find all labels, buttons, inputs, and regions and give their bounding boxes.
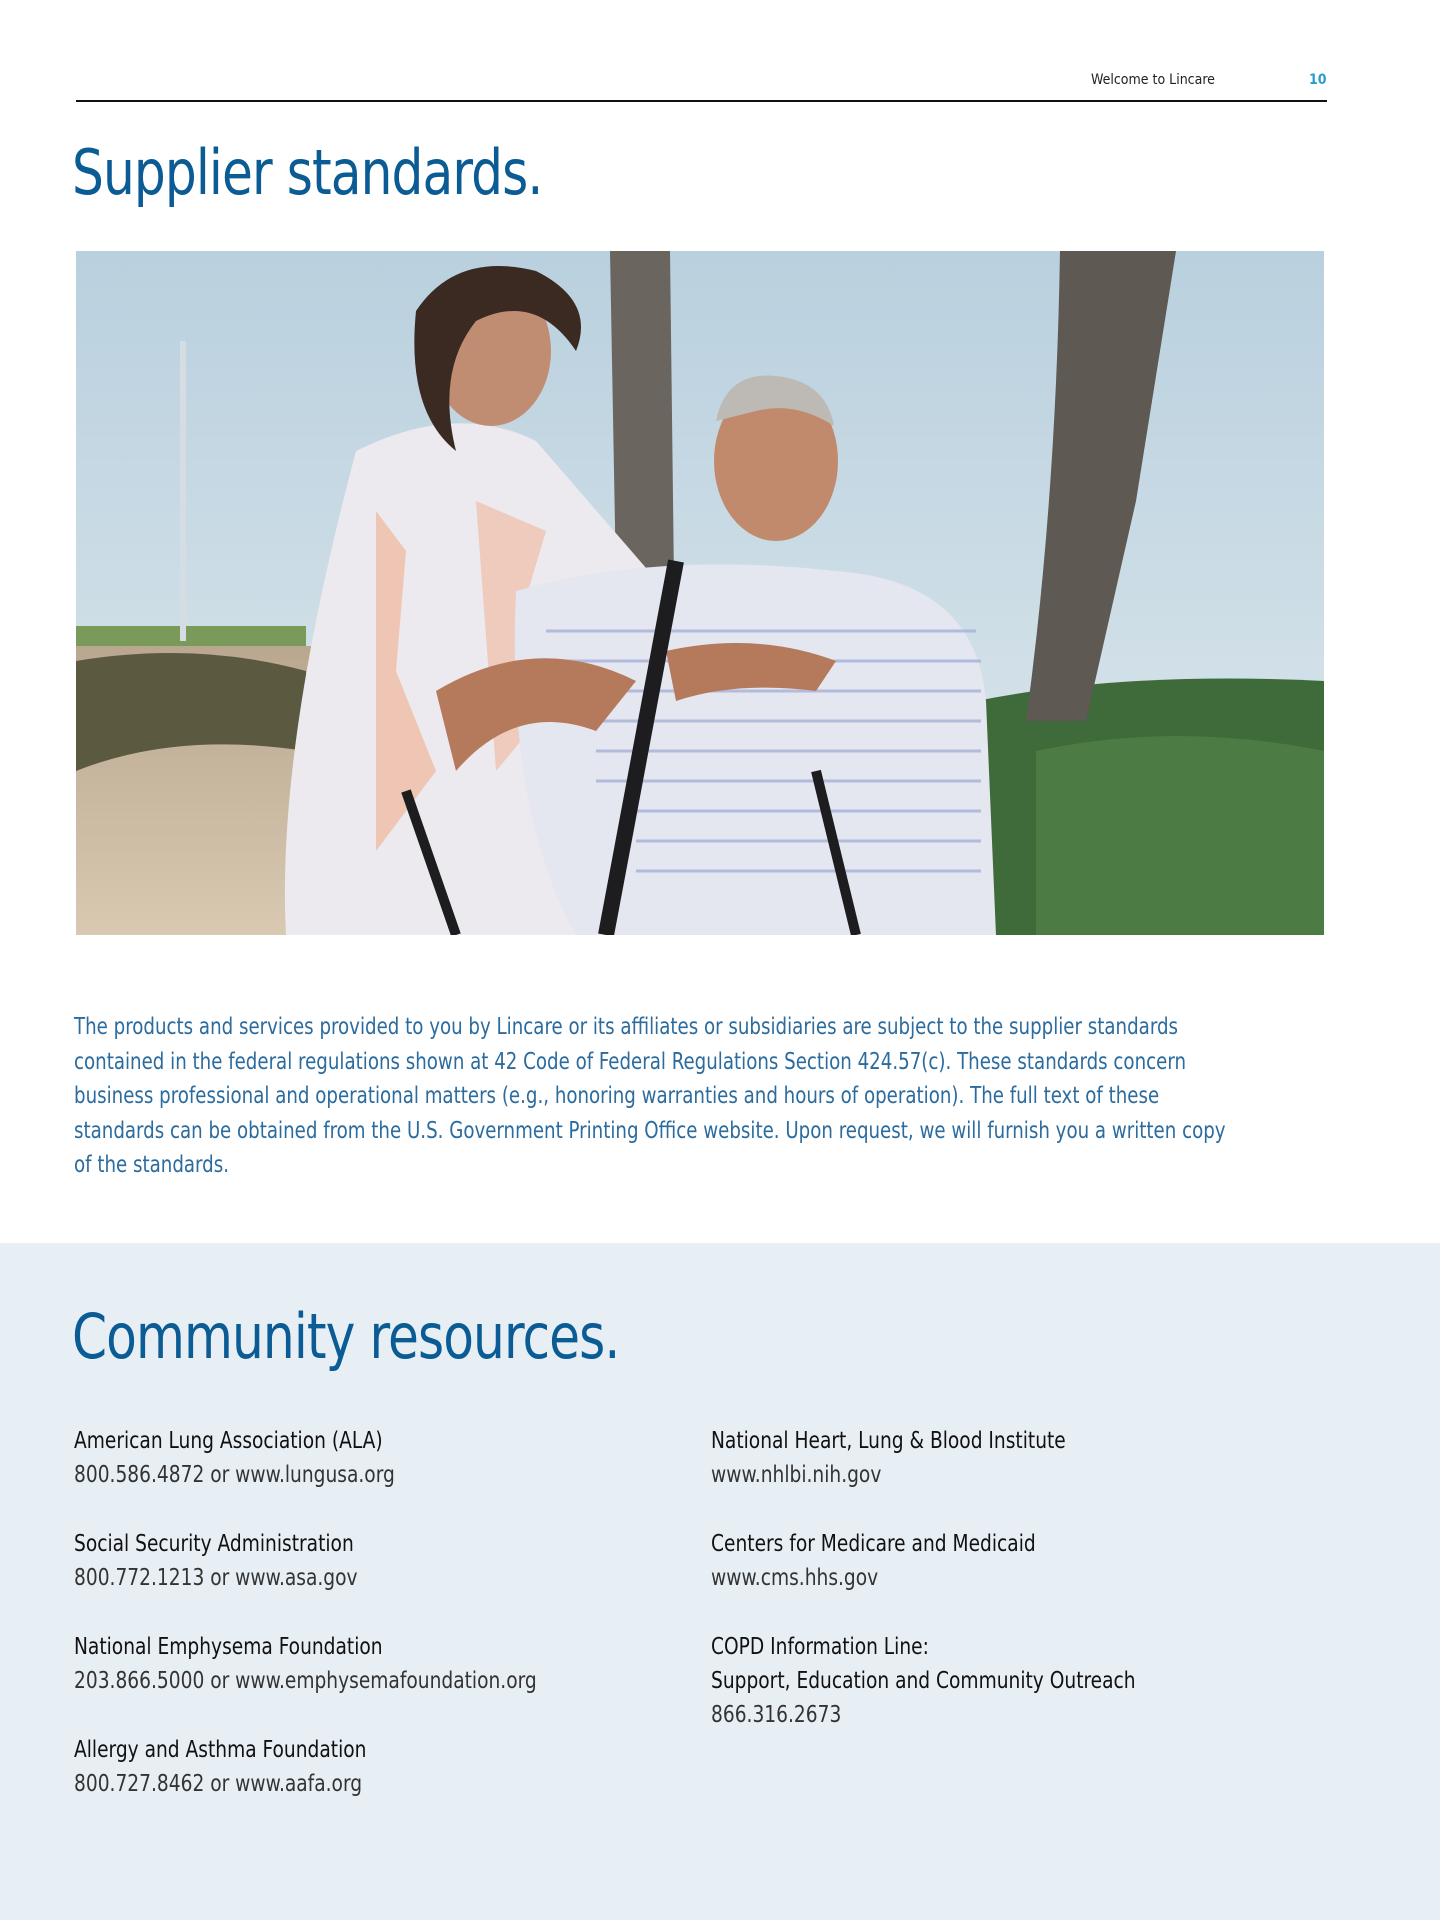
resource-item bbox=[711, 1424, 1269, 1492]
resource-contact: www.cms.hhs.gov bbox=[711, 1565, 879, 1591]
resource-name-line2: Support, Education and Community Outreach bbox=[711, 1668, 1136, 1694]
community-resources-title: Community resources. bbox=[72, 1300, 620, 1373]
resource-item bbox=[711, 1527, 1269, 1595]
resource-contact: 800.772.1213 or www.asa.gov bbox=[74, 1565, 358, 1591]
supplier-standards-title: Supplier standards. bbox=[72, 136, 543, 209]
running-header: Welcome to Lincare bbox=[1091, 72, 1215, 88]
resource-name: National Heart, Lung & Blood Institute bbox=[711, 1428, 1066, 1454]
header-rule bbox=[76, 100, 1327, 102]
resource-item bbox=[74, 1733, 632, 1801]
page-number: 10 bbox=[1309, 72, 1327, 88]
resource-item bbox=[74, 1424, 632, 1492]
resource-name: Social Security Administration bbox=[74, 1531, 354, 1557]
resource-contact: 866.316.2673 bbox=[711, 1702, 842, 1728]
supplier-standards-body: The products and services provided to you by Lincare or its affiliates or subsidiaries are subject to the supplier standards contained in the federal regulations shown at 42 Code of Federal Regulations Section 424.57(c). These standards concern business professional and operational matters (e.g., honoring warranties and hours of operation). The full text of these standards can be obtained from the U.S. Government Printing Office website. Upon request, we will furnish you a written copy of the standards. bbox=[74, 1014, 1226, 1178]
resource-name: Centers for Medicare and Medicaid bbox=[711, 1531, 1036, 1557]
resource-contact: 800.727.8462 or www.aafa.org bbox=[74, 1771, 363, 1797]
resource-name: COPD Information Line: bbox=[711, 1634, 929, 1660]
resource-item bbox=[74, 1630, 632, 1698]
resource-name: Allergy and Asthma Foundation bbox=[74, 1737, 367, 1763]
resource-name: National Emphysema Foundation bbox=[74, 1634, 383, 1660]
resource-name: American Lung Association (ALA) bbox=[74, 1428, 383, 1454]
resource-contact: 203.866.5000 or www.emphysemafoundation.org bbox=[74, 1668, 537, 1694]
resource-item bbox=[711, 1630, 1269, 1732]
resources-right-column bbox=[711, 1424, 1331, 1767]
couple-photo bbox=[76, 251, 1324, 935]
resource-item bbox=[74, 1527, 632, 1595]
resource-contact: 800.586.4872 or www.lungusa.org bbox=[74, 1462, 395, 1488]
resource-contact: www.nhlbi.nih.gov bbox=[711, 1462, 882, 1488]
resources-left-column bbox=[74, 1424, 694, 1836]
